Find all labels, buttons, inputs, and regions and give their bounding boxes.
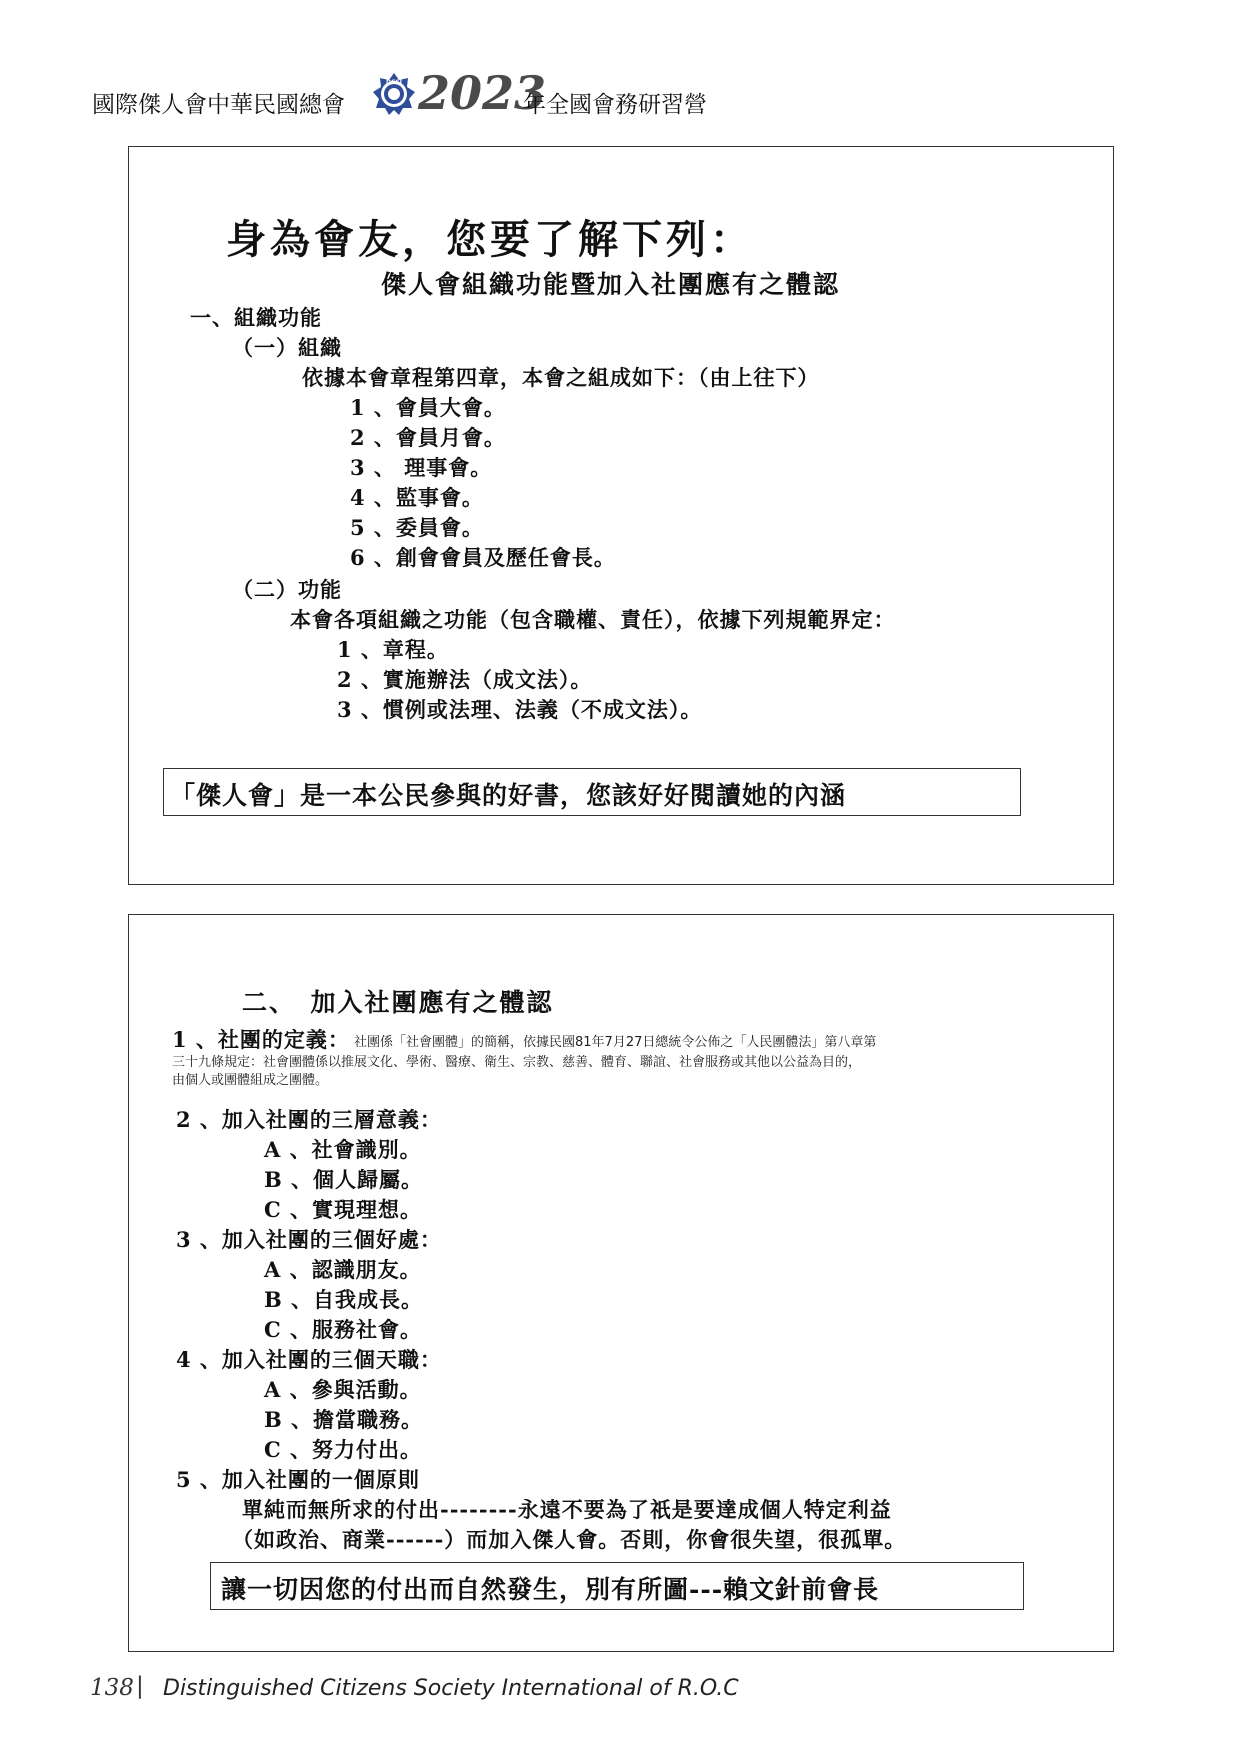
slide2-heading: 二、 加入社團應有之體認 [242,988,554,1017]
slide1-subtitle: 傑人會組織功能暨加入社團應有之體認 [381,270,841,299]
quote-box-2-text: 讓一切因您的付出而自然發生，別有所圖---賴文針前會長 [221,1575,880,1604]
list-item: C 、努力付出。 [264,1437,423,1462]
logo-lettering: DCSI [385,79,403,86]
principle-line: （如政治、商業------）而加入傑人會。否則，你會很失望，很孤單。 [232,1527,907,1552]
list-item: B 、個人歸屬。 [264,1167,424,1192]
definition-text-line: 由個人或團體組成之團體。 [172,1073,329,1088]
subsection-organization: （一）組織 [232,335,342,360]
list-item: A 、社會識別。 [264,1137,422,1162]
subsection-function: （二）功能 [232,577,342,602]
list-item: 1 、章程。 [337,637,449,662]
list-item: 4 、監事會。 [350,485,484,510]
quote-box-2 [210,1562,1024,1610]
organization-intro: 依據本會章程第四章，本會之組成如下：（由上往下） [302,365,820,390]
item-three-meanings: 2 、加入社團的三層意義： [176,1107,442,1132]
page-number: 138 [90,1675,134,1701]
quote-box-1-text: 「傑人會」是一本公民參與的好書，您該好好閱讀她的內涵 [170,781,847,810]
definition-text-line: 三十九條規定：社會團體係以推展文化、學術、醫療、衛生、宗教、慈善、體育、聯誼、社會服務或其他以公益為目的， [172,1055,862,1070]
list-item: 1 、會員大會。 [350,395,506,420]
list-item: 2 、實施辦法（成文法）。 [337,667,593,692]
list-item: C 、實現理想。 [264,1197,423,1222]
principle-line: 單純而無所求的付出--------永遠不要為了祇是要達成個人特定利益 [242,1497,892,1522]
list-item: B 、自我成長。 [264,1287,424,1312]
list-item: C 、服務社會。 [264,1317,423,1342]
footer-org-name: Distinguished Citizens Society International of R.O.C [163,1676,739,1701]
item-three-duties: 4 、加入社團的三個天職： [176,1347,442,1372]
header-event-name: 年全國會務研習營 [523,92,707,118]
header-year: 2023 [418,66,547,120]
list-item: 3 、慣例或法理、法義（不成文法）。 [337,697,703,722]
item-three-benefits: 3 、加入社團的三個好處： [176,1227,442,1252]
definition-label: 1 、社團的定義： [172,1027,350,1052]
item-one-principle: 5 、加入社團的一個原則 [176,1467,420,1492]
list-item: A 、參與活動。 [264,1377,422,1402]
header-org-name: 國際傑人會中華民國總會 [92,92,345,118]
list-item: 3 、 理事會。 [350,455,493,480]
list-item: 5 、委員會。 [350,515,484,540]
quote-box-1 [163,768,1021,816]
list-item: A 、認識朋友。 [264,1257,422,1282]
list-item: B 、擔當職務。 [264,1407,424,1432]
list-item: 6 、創會會員及歷任會長。 [350,545,616,570]
slide1-title: 身為會友，您要了解下列： [226,216,754,263]
section-org-function: 一、組織功能 [190,305,322,330]
footer-separator: | [136,1673,144,1699]
society-logo [372,72,416,116]
list-item: 2 、會員月會。 [350,425,506,450]
definition-text-line: 社團係「社會團體」的簡稱，依據民國81年7月27日總統令公佈之「人民團體法」第八章第 [354,1035,877,1050]
function-intro: 本會各項組織之功能（包含職權、責任），依據下列規範界定： [290,607,896,632]
